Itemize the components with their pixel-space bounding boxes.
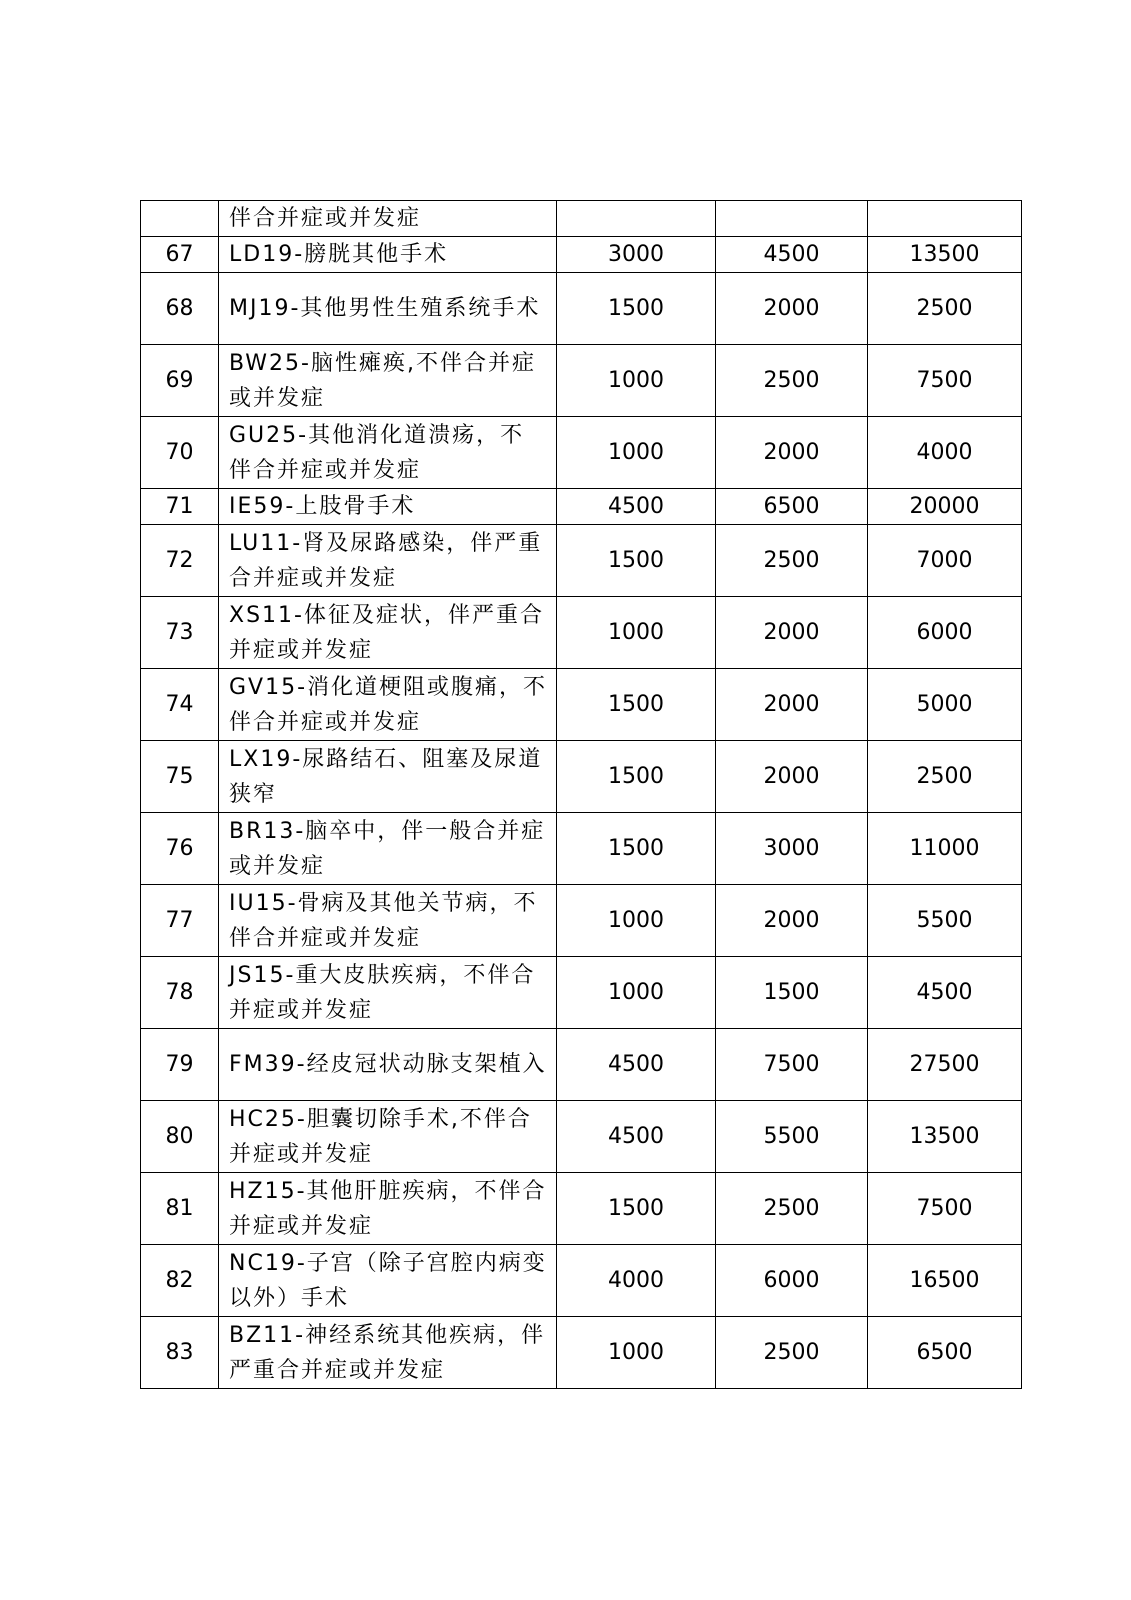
value-2-cell bbox=[716, 1101, 868, 1173]
value-2-cell bbox=[716, 1173, 868, 1245]
value-2-cell bbox=[716, 741, 868, 813]
value-1-cell-text: 1000 bbox=[608, 1340, 664, 1365]
table-row bbox=[141, 813, 1022, 885]
row-number-cell bbox=[141, 417, 219, 489]
value-3-cell bbox=[868, 1029, 1022, 1101]
value-3-cell-text: 16500 bbox=[909, 1268, 980, 1293]
value-1-cell bbox=[557, 597, 716, 669]
value-2-cell-text: 2000 bbox=[763, 764, 820, 789]
drg-name-cell bbox=[219, 1317, 557, 1389]
value-3-cell bbox=[868, 345, 1022, 417]
row-number-cell bbox=[141, 345, 219, 417]
value-2-cell bbox=[716, 525, 868, 597]
drg-name-cell-text: LX19-尿路结石、阻塞及尿道狭窄 bbox=[229, 746, 543, 807]
drg-name-cell bbox=[219, 669, 557, 741]
value-1-cell bbox=[557, 957, 716, 1029]
row-number-cell bbox=[141, 1029, 219, 1101]
drg-name-cell-text: HC25-胆囊切除手术,不伴合并症或并发症 bbox=[229, 1106, 532, 1167]
value-2-cell bbox=[716, 597, 868, 669]
row-number-cell-text: 68 bbox=[165, 296, 194, 321]
drg-name-cell-text: IU15-骨病及其他关节病，不伴合并症或并发症 bbox=[229, 890, 538, 951]
row-number-cell bbox=[141, 813, 219, 885]
value-3-cell bbox=[868, 273, 1022, 345]
value-2-cell bbox=[716, 669, 868, 741]
value-1-cell-text: 4500 bbox=[608, 494, 664, 519]
fee-table-body bbox=[141, 201, 1022, 1389]
drg-name-cell-text: NC19-子宫（除子宫腔内病变以外）手术 bbox=[229, 1250, 547, 1311]
value-2-cell bbox=[716, 417, 868, 489]
row-number-cell-text: 80 bbox=[165, 1124, 194, 1149]
value-3-cell bbox=[868, 813, 1022, 885]
value-3-cell bbox=[868, 957, 1022, 1029]
row-number-cell bbox=[141, 1173, 219, 1245]
drg-name-cell-text: LD19-膀胱其他手术 bbox=[229, 242, 449, 267]
value-3-cell-text: 13500 bbox=[909, 1124, 980, 1149]
value-2-cell bbox=[716, 1029, 868, 1101]
drg-name-cell-text: HZ15-其他肝脏疾病，不伴合并症或并发症 bbox=[229, 1178, 547, 1239]
value-2-cell bbox=[716, 237, 868, 273]
drg-name-cell bbox=[219, 957, 557, 1029]
value-3-cell bbox=[868, 741, 1022, 813]
value-2-cell-text: 2500 bbox=[763, 548, 820, 573]
value-3-cell-text: 7500 bbox=[916, 1196, 973, 1221]
drg-name-cell bbox=[219, 1245, 557, 1317]
value-1-cell bbox=[557, 1317, 716, 1389]
table-row bbox=[141, 201, 1022, 237]
drg-name-cell-text: GV15-消化道梗阻或腹痛，不伴合并症或并发症 bbox=[229, 674, 548, 735]
drg-name-cell-text: XS11-体征及症状，伴严重合并症或并发症 bbox=[229, 602, 544, 663]
value-1-cell bbox=[557, 1173, 716, 1245]
value-1-cell bbox=[557, 1245, 716, 1317]
drg-name-cell-text: 伴合并症或并发症 bbox=[229, 206, 422, 231]
value-3-cell-text: 4500 bbox=[916, 980, 973, 1005]
drg-name-cell-text: FM39-经皮冠状动脉支架植入 bbox=[229, 1052, 547, 1077]
value-3-cell bbox=[868, 489, 1022, 525]
value-3-cell-text: 13500 bbox=[909, 242, 980, 267]
row-number-cell bbox=[141, 489, 219, 525]
row-number-cell-text: 72 bbox=[165, 548, 194, 573]
drg-name-cell bbox=[219, 597, 557, 669]
row-number-cell-text: 67 bbox=[165, 242, 194, 267]
value-3-cell-text: 5000 bbox=[916, 692, 973, 717]
value-2-cell-text: 2000 bbox=[763, 692, 820, 717]
row-number-cell-text: 71 bbox=[165, 494, 194, 519]
drg-name-cell bbox=[219, 1101, 557, 1173]
drg-name-cell bbox=[219, 237, 557, 273]
value-1-cell bbox=[557, 1029, 716, 1101]
value-1-cell-text: 1500 bbox=[608, 1196, 664, 1221]
value-1-cell bbox=[557, 669, 716, 741]
value-3-cell-text: 6000 bbox=[916, 620, 973, 645]
drg-name-cell bbox=[219, 885, 557, 957]
row-number-cell bbox=[141, 957, 219, 1029]
value-3-cell-text: 7500 bbox=[916, 368, 973, 393]
value-2-cell-text: 2000 bbox=[763, 908, 820, 933]
value-1-cell-text: 1500 bbox=[608, 692, 664, 717]
table-row bbox=[141, 1317, 1022, 1389]
row-number-cell-text: 81 bbox=[165, 1196, 194, 1221]
table-row bbox=[141, 345, 1022, 417]
value-3-cell-text: 11000 bbox=[909, 836, 980, 861]
row-number-cell bbox=[141, 1317, 219, 1389]
table-row bbox=[141, 417, 1022, 489]
value-2-cell-text: 2000 bbox=[763, 620, 820, 645]
value-1-cell-text: 1000 bbox=[608, 980, 664, 1005]
value-1-cell-text: 3000 bbox=[608, 242, 664, 267]
row-number-cell-text: 69 bbox=[165, 368, 194, 393]
value-3-cell bbox=[868, 201, 1022, 237]
value-1-cell bbox=[557, 1101, 716, 1173]
value-3-cell-text: 20000 bbox=[909, 494, 980, 519]
value-2-cell-text: 2000 bbox=[763, 296, 820, 321]
table-row bbox=[141, 273, 1022, 345]
value-1-cell-text: 1000 bbox=[608, 368, 664, 393]
drg-name-cell bbox=[219, 273, 557, 345]
table-row bbox=[141, 597, 1022, 669]
table-row bbox=[141, 741, 1022, 813]
table-row bbox=[141, 1245, 1022, 1317]
value-1-cell-text: 1000 bbox=[608, 908, 664, 933]
value-2-cell-text: 3000 bbox=[763, 836, 820, 861]
fee-table bbox=[140, 200, 1022, 1389]
drg-name-cell bbox=[219, 525, 557, 597]
value-1-cell bbox=[557, 525, 716, 597]
value-3-cell bbox=[868, 237, 1022, 273]
value-3-cell bbox=[868, 417, 1022, 489]
value-1-cell bbox=[557, 417, 716, 489]
table-row bbox=[141, 1029, 1022, 1101]
value-3-cell bbox=[868, 1173, 1022, 1245]
value-2-cell bbox=[716, 273, 868, 345]
value-2-cell bbox=[716, 1245, 868, 1317]
table-row bbox=[141, 1101, 1022, 1173]
value-2-cell bbox=[716, 813, 868, 885]
value-1-cell-text: 4000 bbox=[608, 1268, 664, 1293]
row-number-cell-text: 70 bbox=[165, 440, 194, 465]
value-1-cell-text: 1500 bbox=[608, 548, 664, 573]
row-number-cell bbox=[141, 885, 219, 957]
value-1-cell-text: 4500 bbox=[608, 1052, 664, 1077]
row-number-cell-text: 83 bbox=[165, 1340, 194, 1365]
value-1-cell-text: 4500 bbox=[608, 1124, 664, 1149]
drg-name-cell-text: JS15-重大皮肤疾病，不伴合并症或并发症 bbox=[229, 962, 536, 1023]
row-number-cell bbox=[141, 201, 219, 237]
value-1-cell bbox=[557, 237, 716, 273]
value-2-cell-text: 7500 bbox=[763, 1052, 820, 1077]
value-2-cell-text: 6500 bbox=[763, 494, 820, 519]
value-2-cell-text: 5500 bbox=[763, 1124, 820, 1149]
drg-name-cell bbox=[219, 201, 557, 237]
value-3-cell bbox=[868, 525, 1022, 597]
row-number-cell bbox=[141, 525, 219, 597]
drg-name-cell-text: BR13-脑卒中，伴一般合并症或并发症 bbox=[229, 818, 546, 879]
value-1-cell-text: 1500 bbox=[608, 836, 664, 861]
value-1-cell-text: 1500 bbox=[608, 296, 664, 321]
value-2-cell bbox=[716, 345, 868, 417]
row-number-cell bbox=[141, 741, 219, 813]
row-number-cell-text: 75 bbox=[165, 764, 194, 789]
row-number-cell bbox=[141, 237, 219, 273]
row-number-cell-text: 74 bbox=[165, 692, 194, 717]
table-row bbox=[141, 669, 1022, 741]
value-2-cell bbox=[716, 957, 868, 1029]
value-1-cell bbox=[557, 885, 716, 957]
row-number-cell-text: 78 bbox=[165, 980, 194, 1005]
table-row bbox=[141, 237, 1022, 273]
row-number-cell-text: 77 bbox=[165, 908, 194, 933]
value-3-cell-text: 2500 bbox=[916, 764, 973, 789]
value-3-cell bbox=[868, 885, 1022, 957]
value-1-cell bbox=[557, 813, 716, 885]
row-number-cell bbox=[141, 1101, 219, 1173]
drg-name-cell bbox=[219, 1029, 557, 1101]
drg-name-cell bbox=[219, 489, 557, 525]
value-2-cell-text: 2500 bbox=[763, 1196, 820, 1221]
drg-name-cell-text: BW25-脑性瘫痪,不伴合并症或并发症 bbox=[229, 350, 536, 411]
value-3-cell-text: 4000 bbox=[916, 440, 973, 465]
row-number-cell bbox=[141, 273, 219, 345]
value-1-cell-text: 1500 bbox=[608, 764, 664, 789]
table-row bbox=[141, 957, 1022, 1029]
value-2-cell-text: 6000 bbox=[763, 1268, 820, 1293]
row-number-cell-text: 76 bbox=[165, 836, 194, 861]
value-3-cell-text: 7000 bbox=[916, 548, 973, 573]
value-3-cell bbox=[868, 597, 1022, 669]
row-number-cell-text: 82 bbox=[165, 1268, 194, 1293]
row-number-cell bbox=[141, 1245, 219, 1317]
value-2-cell bbox=[716, 1317, 868, 1389]
value-1-cell bbox=[557, 741, 716, 813]
drg-name-cell-text: GU25-其他消化道溃疡，不伴合并症或并发症 bbox=[229, 422, 525, 483]
value-3-cell-text: 6500 bbox=[916, 1340, 973, 1365]
row-number-cell bbox=[141, 597, 219, 669]
table-row bbox=[141, 525, 1022, 597]
value-3-cell bbox=[868, 1317, 1022, 1389]
value-1-cell-text: 1000 bbox=[608, 620, 664, 645]
value-3-cell bbox=[868, 1101, 1022, 1173]
drg-name-cell bbox=[219, 741, 557, 813]
value-2-cell-text: 4500 bbox=[763, 242, 820, 267]
value-2-cell-text: 2500 bbox=[763, 1340, 820, 1365]
drg-name-cell-text: BZ11-神经系统其他疾病，伴严重合并症或并发症 bbox=[229, 1322, 546, 1383]
drg-name-cell bbox=[219, 345, 557, 417]
value-1-cell-text: 1000 bbox=[608, 440, 664, 465]
value-1-cell bbox=[557, 201, 716, 237]
value-1-cell bbox=[557, 273, 716, 345]
value-2-cell bbox=[716, 885, 868, 957]
value-2-cell-text: 1500 bbox=[763, 980, 820, 1005]
value-2-cell bbox=[716, 201, 868, 237]
table-row bbox=[141, 1173, 1022, 1245]
value-3-cell bbox=[868, 1245, 1022, 1317]
value-3-cell-text: 27500 bbox=[909, 1052, 980, 1077]
row-number-cell-text: 79 bbox=[165, 1052, 194, 1077]
value-3-cell-text: 5500 bbox=[916, 908, 973, 933]
drg-name-cell bbox=[219, 1173, 557, 1245]
row-number-cell bbox=[141, 669, 219, 741]
table-row bbox=[141, 885, 1022, 957]
value-1-cell bbox=[557, 489, 716, 525]
value-3-cell bbox=[868, 669, 1022, 741]
table-row bbox=[141, 489, 1022, 525]
drg-name-cell-text: MJ19-其他男性生殖系统手术 bbox=[229, 296, 541, 321]
value-2-cell bbox=[716, 489, 868, 525]
drg-name-cell-text: IE59-上肢骨手术 bbox=[229, 494, 416, 519]
drg-name-cell-text: LU11-肾及尿路感染，伴严重合并症或并发症 bbox=[229, 530, 543, 591]
drg-name-cell bbox=[219, 417, 557, 489]
drg-name-cell bbox=[219, 813, 557, 885]
row-number-cell-text: 73 bbox=[165, 620, 194, 645]
value-2-cell-text: 2000 bbox=[763, 440, 820, 465]
value-3-cell-text: 2500 bbox=[916, 296, 973, 321]
value-2-cell-text: 2500 bbox=[763, 368, 820, 393]
value-1-cell bbox=[557, 345, 716, 417]
